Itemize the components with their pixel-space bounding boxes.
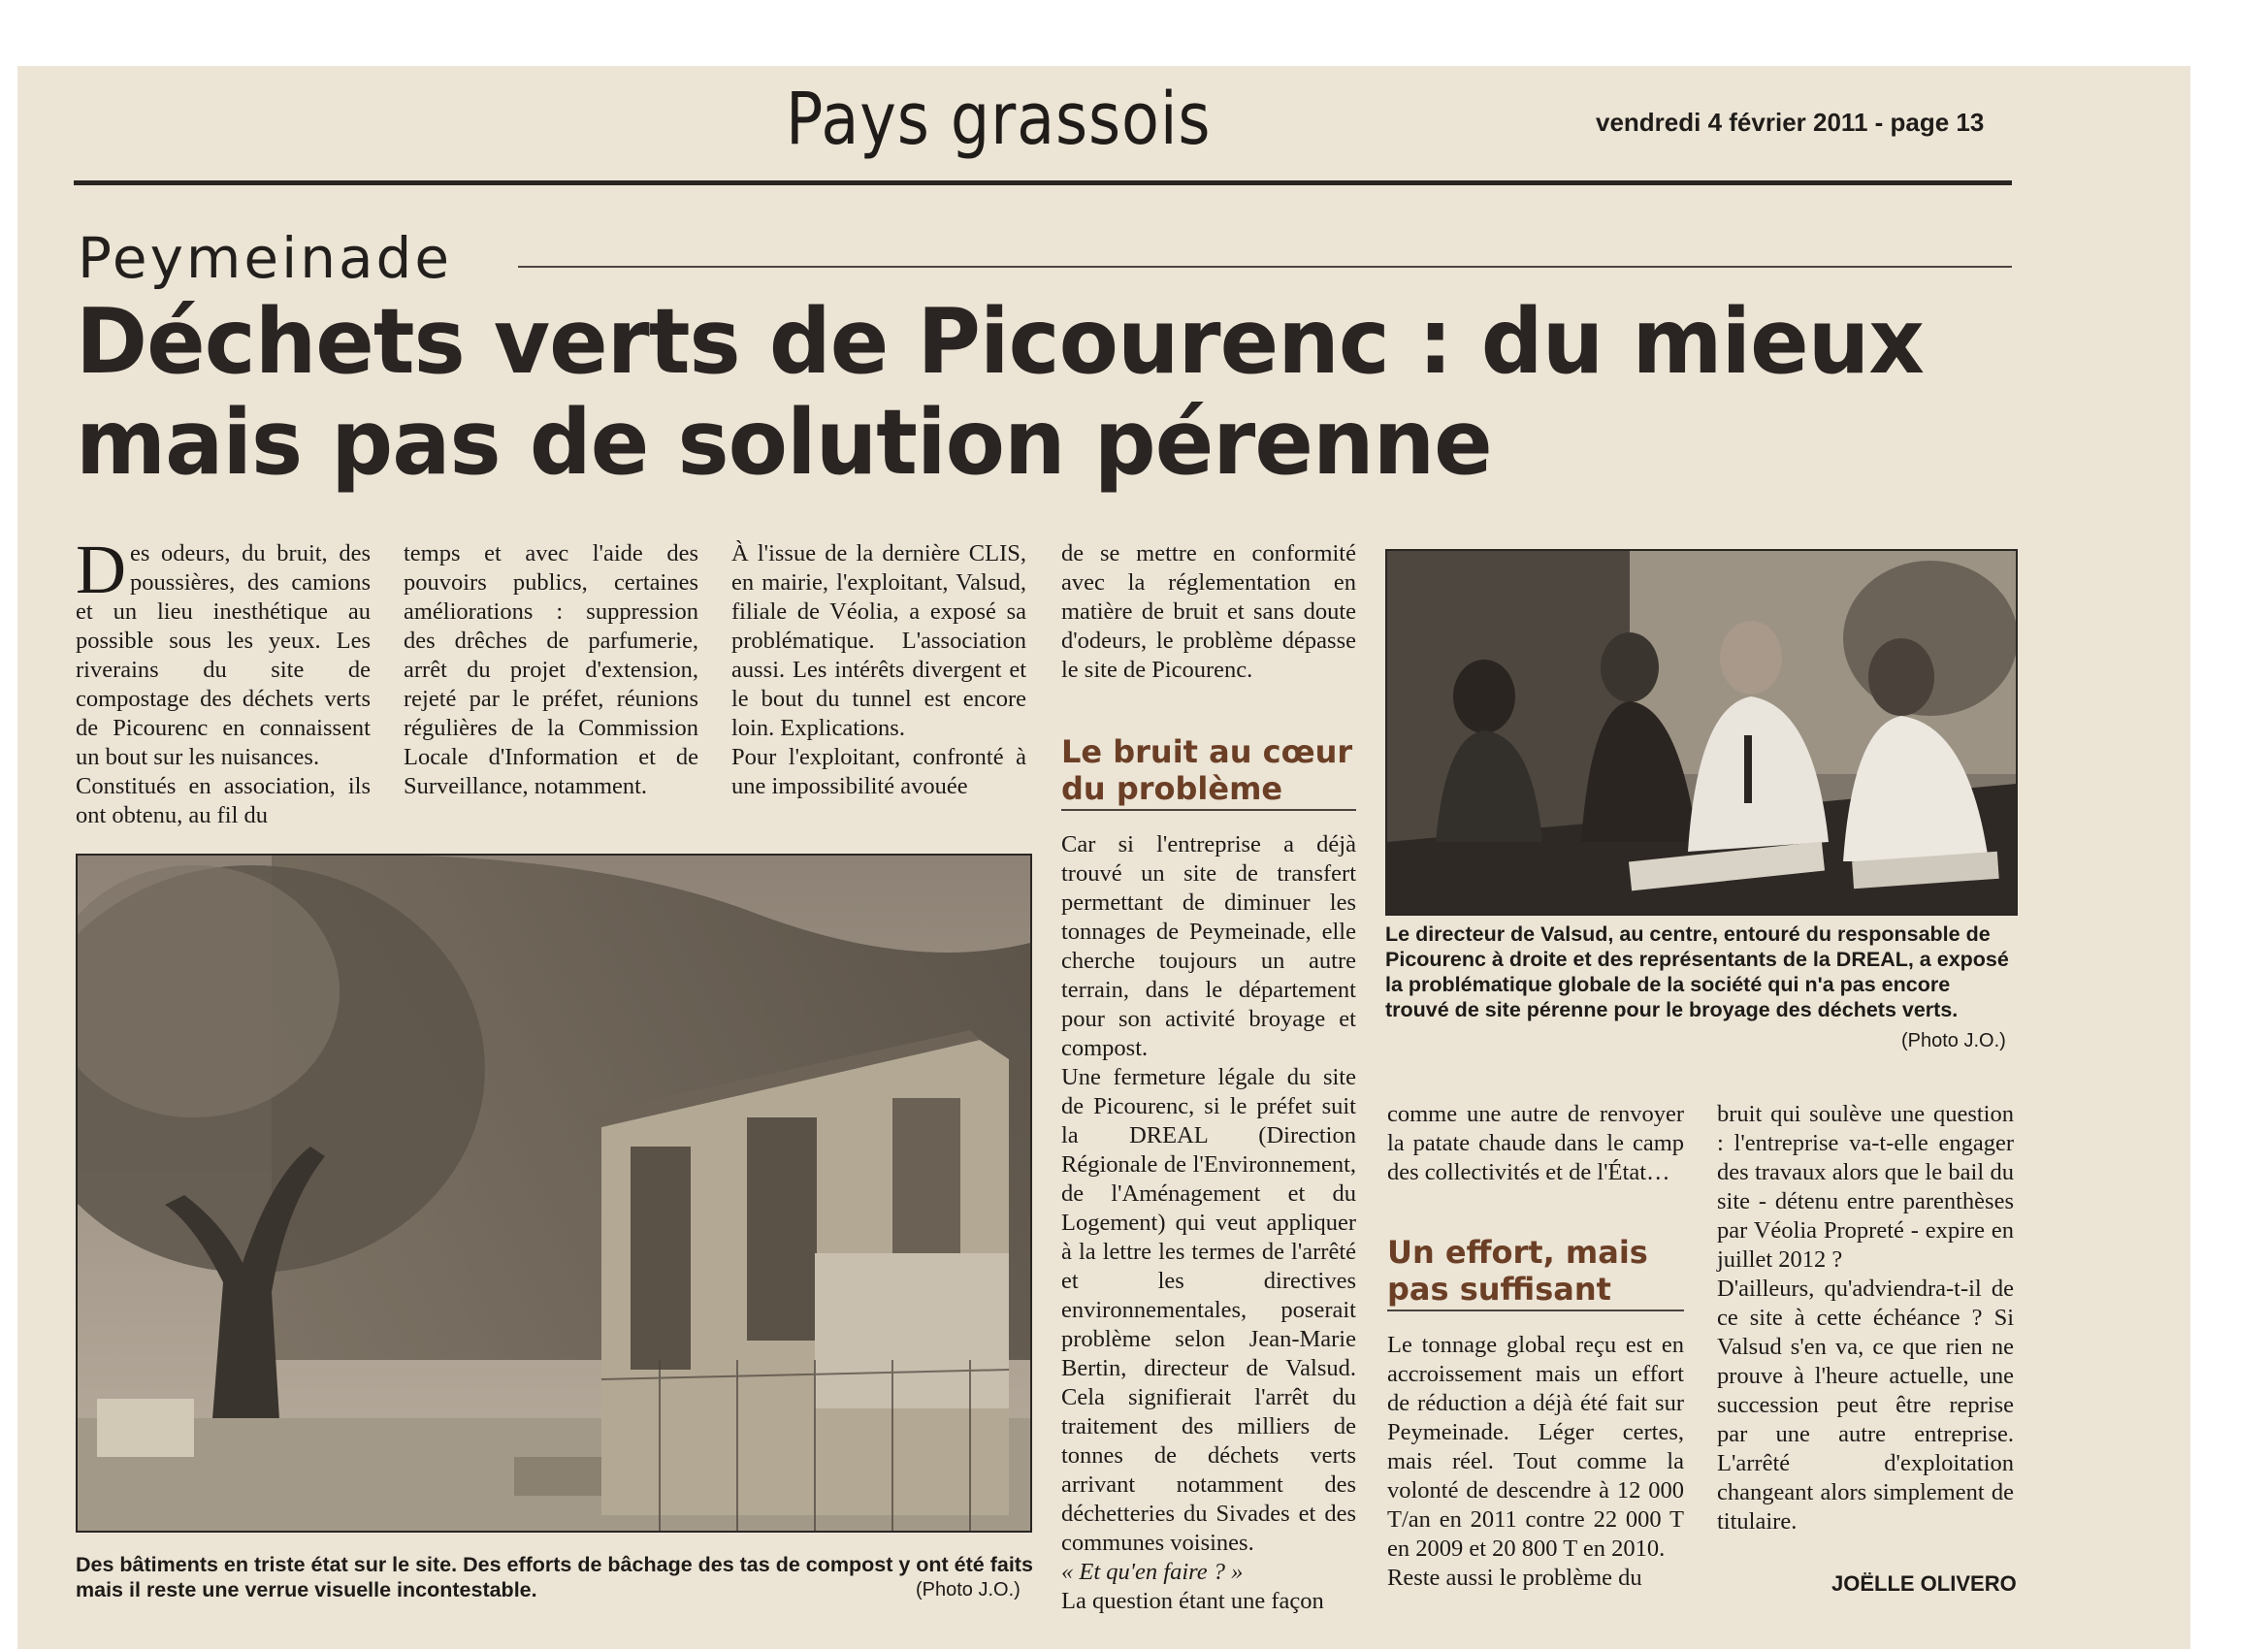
paragraph: Reste aussi le problème du	[1387, 1565, 1642, 1591]
meeting-photo-credit: (Photo J.O.)	[1901, 1030, 2006, 1051]
kicker-rule	[518, 266, 2012, 268]
column-5	[1387, 1331, 1684, 1593]
masthead-rule	[74, 180, 2012, 185]
subhead-effort: Un effort, mais pas suffisant	[1387, 1234, 1648, 1308]
paragraph: bruit qui soulève une question : l'entreprise va-t-elle engager des travaux alors que le bail du site - détenu entre parenthèses par Véolia Propreté - expire en juillet 2012 ?	[1717, 1101, 2014, 1273]
photo-meeting	[1385, 549, 2018, 916]
main-photo-caption: Des bâtiments en triste état sur le site. Des efforts de bâchage des tas de compost y ont été faits mais il reste une verrue visuelle incontestable.	[76, 1553, 1033, 1601]
subhead-bruit: Le bruit au cœur du problème	[1061, 733, 1353, 807]
column-6	[1717, 1100, 2014, 1536]
photo-buildings	[76, 854, 1032, 1533]
column-4-top	[1061, 539, 1356, 685]
paragraph: Constitués en association, ils ont obtenu, au fil du	[76, 773, 371, 828]
paragraph: Une fermeture légale du site de Picourenc, si le préfet suit la DREAL (Direction Régionale de l'Environnement, de l'Aménagement et du Logement) qui veut appliquer à la lettre les termes de l'arrêté et les directives environnementales, poserait problème selon Jean-Marie Bertin, directeur de Valsud. Cela signifierait l'arrêt du traitement des milliers de tonnes de déchets verts arrivant notamment des déchetteries du Sivades et des communes voisines.	[1061, 1064, 1356, 1556]
meeting-photo-caption: Le directeur de Valsud, au centre, entouré du responsable de Picourenc à droite et des représentants de la DREAL, a exposé la problématique globale de la société qui n'a pas encore trouvé de site pérenne pour le broyage des déchets verts.	[1385, 922, 2009, 1021]
paragraph: comme une autre de renvoyer la patate chaude dans le camp des collectivités et de l'État…	[1387, 1101, 1684, 1185]
column-2	[404, 539, 698, 801]
paragraph: La question étant une façon	[1061, 1588, 1324, 1614]
paragraph-text: es odeurs, du bruit, des poussières, des camions et un lieu inesthétique au possible sous les yeux. Les riverains du site de compostage des déchets verts de Picourenc en connaissent un bout sur les nuisances.	[76, 540, 371, 770]
paragraph: Pour l'exploitant, confronté à une impossibilité avouée	[731, 744, 1026, 799]
paragraph: D'ailleurs, qu'adviendra-t-il de ce site à cette échéance ? Si Valsud s'en va, ce que rien ne prouve à l'heure actuelle, une succession peut être reprise par une autre entreprise. L'arrêté d'exploitation changeant alors simplement de titulaire.	[1717, 1276, 2014, 1535]
column-4	[1061, 830, 1356, 1616]
column-5-top	[1387, 1100, 1684, 1187]
author-byline: JOËLLE OLIVERO	[1831, 1571, 2017, 1596]
main-photo-credit: (Photo J.O.)	[916, 1579, 1021, 1600]
paragraph: À l'issue de la dernière CLIS, en mairie, l'exploitant, Valsud, filiale de Véolia, a exposé sa problématique. L'association aussi. Les intérêts divergent et le bout du tunnel est encore loin. Explications.	[731, 540, 1026, 741]
subhead-rule	[1061, 809, 1356, 811]
paragraph: de se mettre en conformité avec la réglementation en matière de bruit et sans doute d'odeurs, le problème dépasse le site de Picourenc.	[1061, 540, 1356, 683]
buildings-image	[78, 856, 1030, 1531]
drop-cap: D	[76, 531, 126, 608]
headline: Déchets verts de Picourenc : du mieux mais pas de solution pérenne	[76, 289, 1924, 495]
date-page-line: vendredi 4 février 2011 - page 13	[1596, 108, 1985, 137]
paragraph: temps et avec l'aide des pouvoirs publics, certaines améliorations : suppression des drêches de parfumerie, arrêt du projet d'extension, rejeté par le préfet, réunions régulières de la Commission Locale d'Information et de Surveillance, notamment.	[404, 540, 698, 799]
section-title: Pays grassois	[786, 78, 1212, 161]
paragraph: Le tonnage global reçu est en accroissement mais un effort de réduction a déjà été fait sur Peymeinade. Léger certes, mais réel. Tout comme la volonté de descendre à 12 000 T/an en 2011 contre 22 000 T en 2009 et 20 800 T en 2010.	[1387, 1332, 1684, 1562]
paragraph	[76, 531, 371, 772]
paragraph: Car si l'entreprise a déjà trouvé un site de transfert permettant de diminuer les tonnages de Peymeinade, elle cherche toujours un autre terrain, dans le département pour son activité broyage et compost.	[1061, 831, 1356, 1061]
column-3	[731, 539, 1026, 801]
subhead-rule	[1387, 1310, 1684, 1311]
paragraph: « Et qu'en faire ? »	[1061, 1559, 1244, 1585]
kicker: Peymeinade	[78, 225, 453, 291]
column-1	[76, 531, 371, 830]
meeting-image	[1387, 551, 2016, 914]
